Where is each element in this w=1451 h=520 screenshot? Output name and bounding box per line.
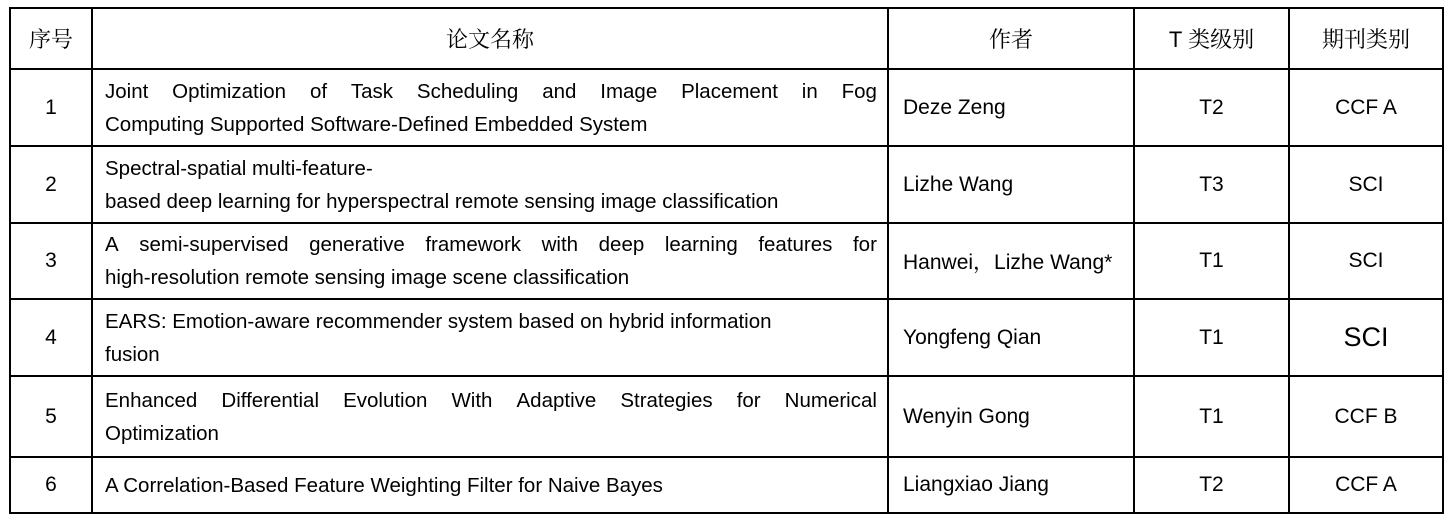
paper-title-line: EARS: Emotion-aware recommender system based on hybrid information [105,309,772,333]
serial-cell: 2 [10,146,92,223]
table-header [10,8,1443,69]
journal-cell: CCF A [1289,457,1443,513]
header-row [10,8,1443,69]
serial-cell: 6 [10,457,92,513]
table-row [10,223,1443,299]
author-cell: Deze Zeng [888,69,1134,146]
header-paper-title: 论文名称 [92,8,888,69]
author-cell: Liangxiao Jiang [888,457,1134,513]
publications-table [9,7,1444,514]
author-cell: Wenyin Gong [888,376,1134,457]
author-cell: Hanwei，Lizhe Wang* [888,223,1134,299]
t-level-cell: T1 [1134,299,1289,376]
t-level-cell: T2 [1134,69,1289,146]
paper-title-line: Enhanced Differential Evolution With Adaptive Strategies for Numerical [105,388,877,412]
paper-title-line: Optimization [105,421,219,445]
table-row [10,299,1443,376]
t-level-cell: T1 [1134,223,1289,299]
paper-title-line: high-resolution remote sensing image scene classification [105,266,630,289]
header-t-level: T 类级别 [1134,8,1289,69]
journal-cell: CCF A [1289,69,1443,146]
t-level-cell: T1 [1134,376,1289,457]
header-journal-type: 期刊类别 [1289,8,1443,69]
table-row [10,146,1443,223]
serial-cell: 3 [10,223,92,299]
table-row [10,69,1443,146]
journal-cell: SCI [1289,223,1443,299]
table-row [10,376,1443,457]
serial-cell: 1 [10,69,92,146]
journal-cell: CCF B [1289,376,1443,457]
paper-title-line: Spectral-spatial multi-feature- [105,156,373,180]
journal-cell: SCI [1289,299,1443,376]
table-row [10,457,1443,513]
serial-cell: 5 [10,376,92,457]
t-level-cell: T3 [1134,146,1289,223]
publications-table-container [9,7,1444,514]
header-author: 作者 [888,8,1134,69]
header-serial: 序号 [10,8,92,69]
paper-title-line: A Correlation-Based Feature Weighting Filter for Naive Bayes [105,473,663,497]
paper-title-line: fusion [105,342,160,366]
paper-title-line: A semi-supervised generative framework with deep learning features for [105,233,877,256]
author-cell: Lizhe Wang [888,146,1134,223]
paper-title-line: Joint Optimization of Task Scheduling and Image Placement in Fog [105,79,877,103]
paper-title-cell [92,376,888,457]
paper-title-line: based deep learning for hyperspectral remote sensing image classification [105,189,779,213]
paper-title-cell [92,146,888,223]
paper-title-cell [92,69,888,146]
serial-cell: 4 [10,299,92,376]
paper-title-cell [92,457,888,513]
author-cell: Yongfeng Qian [888,299,1134,376]
paper-title-cell [92,223,888,299]
t-level-cell: T2 [1134,457,1289,513]
paper-title-line: Computing Supported Software-Defined Embedded System [105,112,648,136]
paper-title-cell [92,299,888,376]
journal-cell: SCI [1289,146,1443,223]
table-body [10,69,1443,513]
